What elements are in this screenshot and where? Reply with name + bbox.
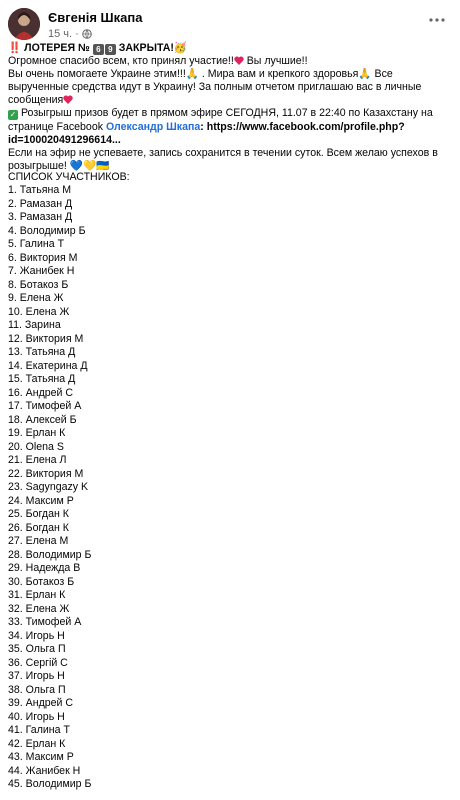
headline-suffix: ЗАКРЫТА!🥳 [118,42,188,54]
list-item: 14. Екатерина Д [8,359,88,372]
list-item: 31. Ерлан К [8,589,66,601]
list-item: 29. Надежда В [8,562,81,574]
list-item: 1. Татьяна М [8,184,72,196]
list-item: 12. Виктория М [8,332,84,345]
list-item: 23. Sagyngazy K [8,481,89,493]
thanks-text: Огромное спасибо всем, кто принял участие!! [8,55,234,68]
post-time[interactable]: 15 ч. [48,28,73,40]
profile-mention-link[interactable]: Олександр Шкапа [105,120,201,133]
participants-items [8,184,454,792]
list-item: 3. Рамазан Д [8,211,73,223]
list-item: 35. Ольга П [8,643,66,655]
list-item: 10. Елена Ж [8,305,70,318]
meta-separator: · [75,28,79,40]
list-item: 42. Ерлан К [8,737,66,750]
post-text [8,42,454,173]
list-item: 27. Елена М [8,535,69,547]
list-item: 5. Галина Т [8,238,65,250]
list-item: 38. Ольга П [8,683,66,696]
stream-text: Розыгрыш призов будет в прямом эфире СЕГОДНЯ, 11.07 в 22:40 по Казахстану на странице Facebook [8,107,433,133]
list-item: 37. Игорь Н [8,670,65,682]
list-item: 11. Зарина [8,319,61,331]
list-item: 6. Виктория М [8,251,78,264]
thanks-line [8,55,454,68]
list-item: 2. Рамазан Д [8,197,73,210]
more-dots-icon [429,18,445,22]
headline-prefix: ‼️ ЛОТЕРЕЯ № [8,42,90,54]
red-heart-icon [234,56,244,65]
list-item: 26. Богдан К [8,521,69,534]
keycap-digit-1: 6 [93,44,104,55]
list-item: 30. Ботакоз Б [8,575,75,588]
list-item: 22. Виктория М [8,467,84,480]
lottery-headline [8,42,454,55]
red-heart-icon [63,95,73,104]
list-item: 8. Ботакоз Б [8,278,69,291]
record-line: Если на эфир не успеваете, запись сохранится в течении суток. Всем желаю успехов в розыгрыше! 💙💛🇺🇦 [8,146,438,172]
post-meta [48,28,92,40]
author-name[interactable]: Євгенія Шкапа [48,10,143,25]
list-item: 34. Игорь Н [8,629,65,642]
list-item: 45. Володимир Б [8,778,92,790]
keycap-digit-2: 9 [105,44,116,55]
list-item: 19. Ерлан К [8,427,66,439]
list-item: 13. Татьяна Д [8,346,76,358]
list-item: 33. Тимофей А [8,616,82,628]
list-item: 15. Татьяна Д [8,373,76,385]
help-line [8,68,454,107]
list-item: 39. Андрей С [8,697,74,709]
list-item: 44. Жанибек Н [8,764,81,777]
post-header [0,6,460,42]
list-item: 9. Елена Ж [8,292,64,304]
list-item: 32. Елена Ж [8,602,70,615]
avatar-image [8,8,40,40]
list-item: 43. Максим Р [8,751,74,763]
list-item: 4. Володимир Б [8,224,86,237]
participants-list [8,171,454,792]
check-mark-icon: ✓ [9,110,17,120]
list-item: 7. Жанибек Н [8,265,75,277]
globe-icon [82,29,92,39]
list-item: 36. Сергій С [8,656,68,669]
help-text: Вы очень помогаете Украине этим!!!🙏 . Мира вам и крепкого здоровья🙏 Все вырученные средства идут в Украину! За полным отчетом приглашаю вас в личные сообщения [8,68,422,107]
list-item: 20. Olena S [8,440,64,453]
list-item: 21. Елена Л [8,454,67,466]
list-item: 28. Володимир Б [8,548,92,561]
profile-url[interactable]: : https://www.facebook.com/profile.php?id=100020491296614... [8,120,405,146]
participants-title: СПИСОК УЧАСТНИКОВ: [8,171,130,183]
list-item: 41. Галина Т [8,724,70,736]
list-item: 18. Алексей Б [8,413,77,426]
list-item: 24. Максим Р [8,494,74,507]
stream-line [8,107,454,146]
list-item: 25. Богдан К [8,508,69,520]
thanks-text-end: Вы лучшие!! [243,55,308,68]
list-item: 40. Игорь Н [8,710,65,723]
more-options-button[interactable] [426,12,448,28]
author-avatar[interactable] [8,8,40,40]
list-item: 16. Андрей С [8,386,74,399]
list-item: 17. Тимофей А [8,400,82,412]
